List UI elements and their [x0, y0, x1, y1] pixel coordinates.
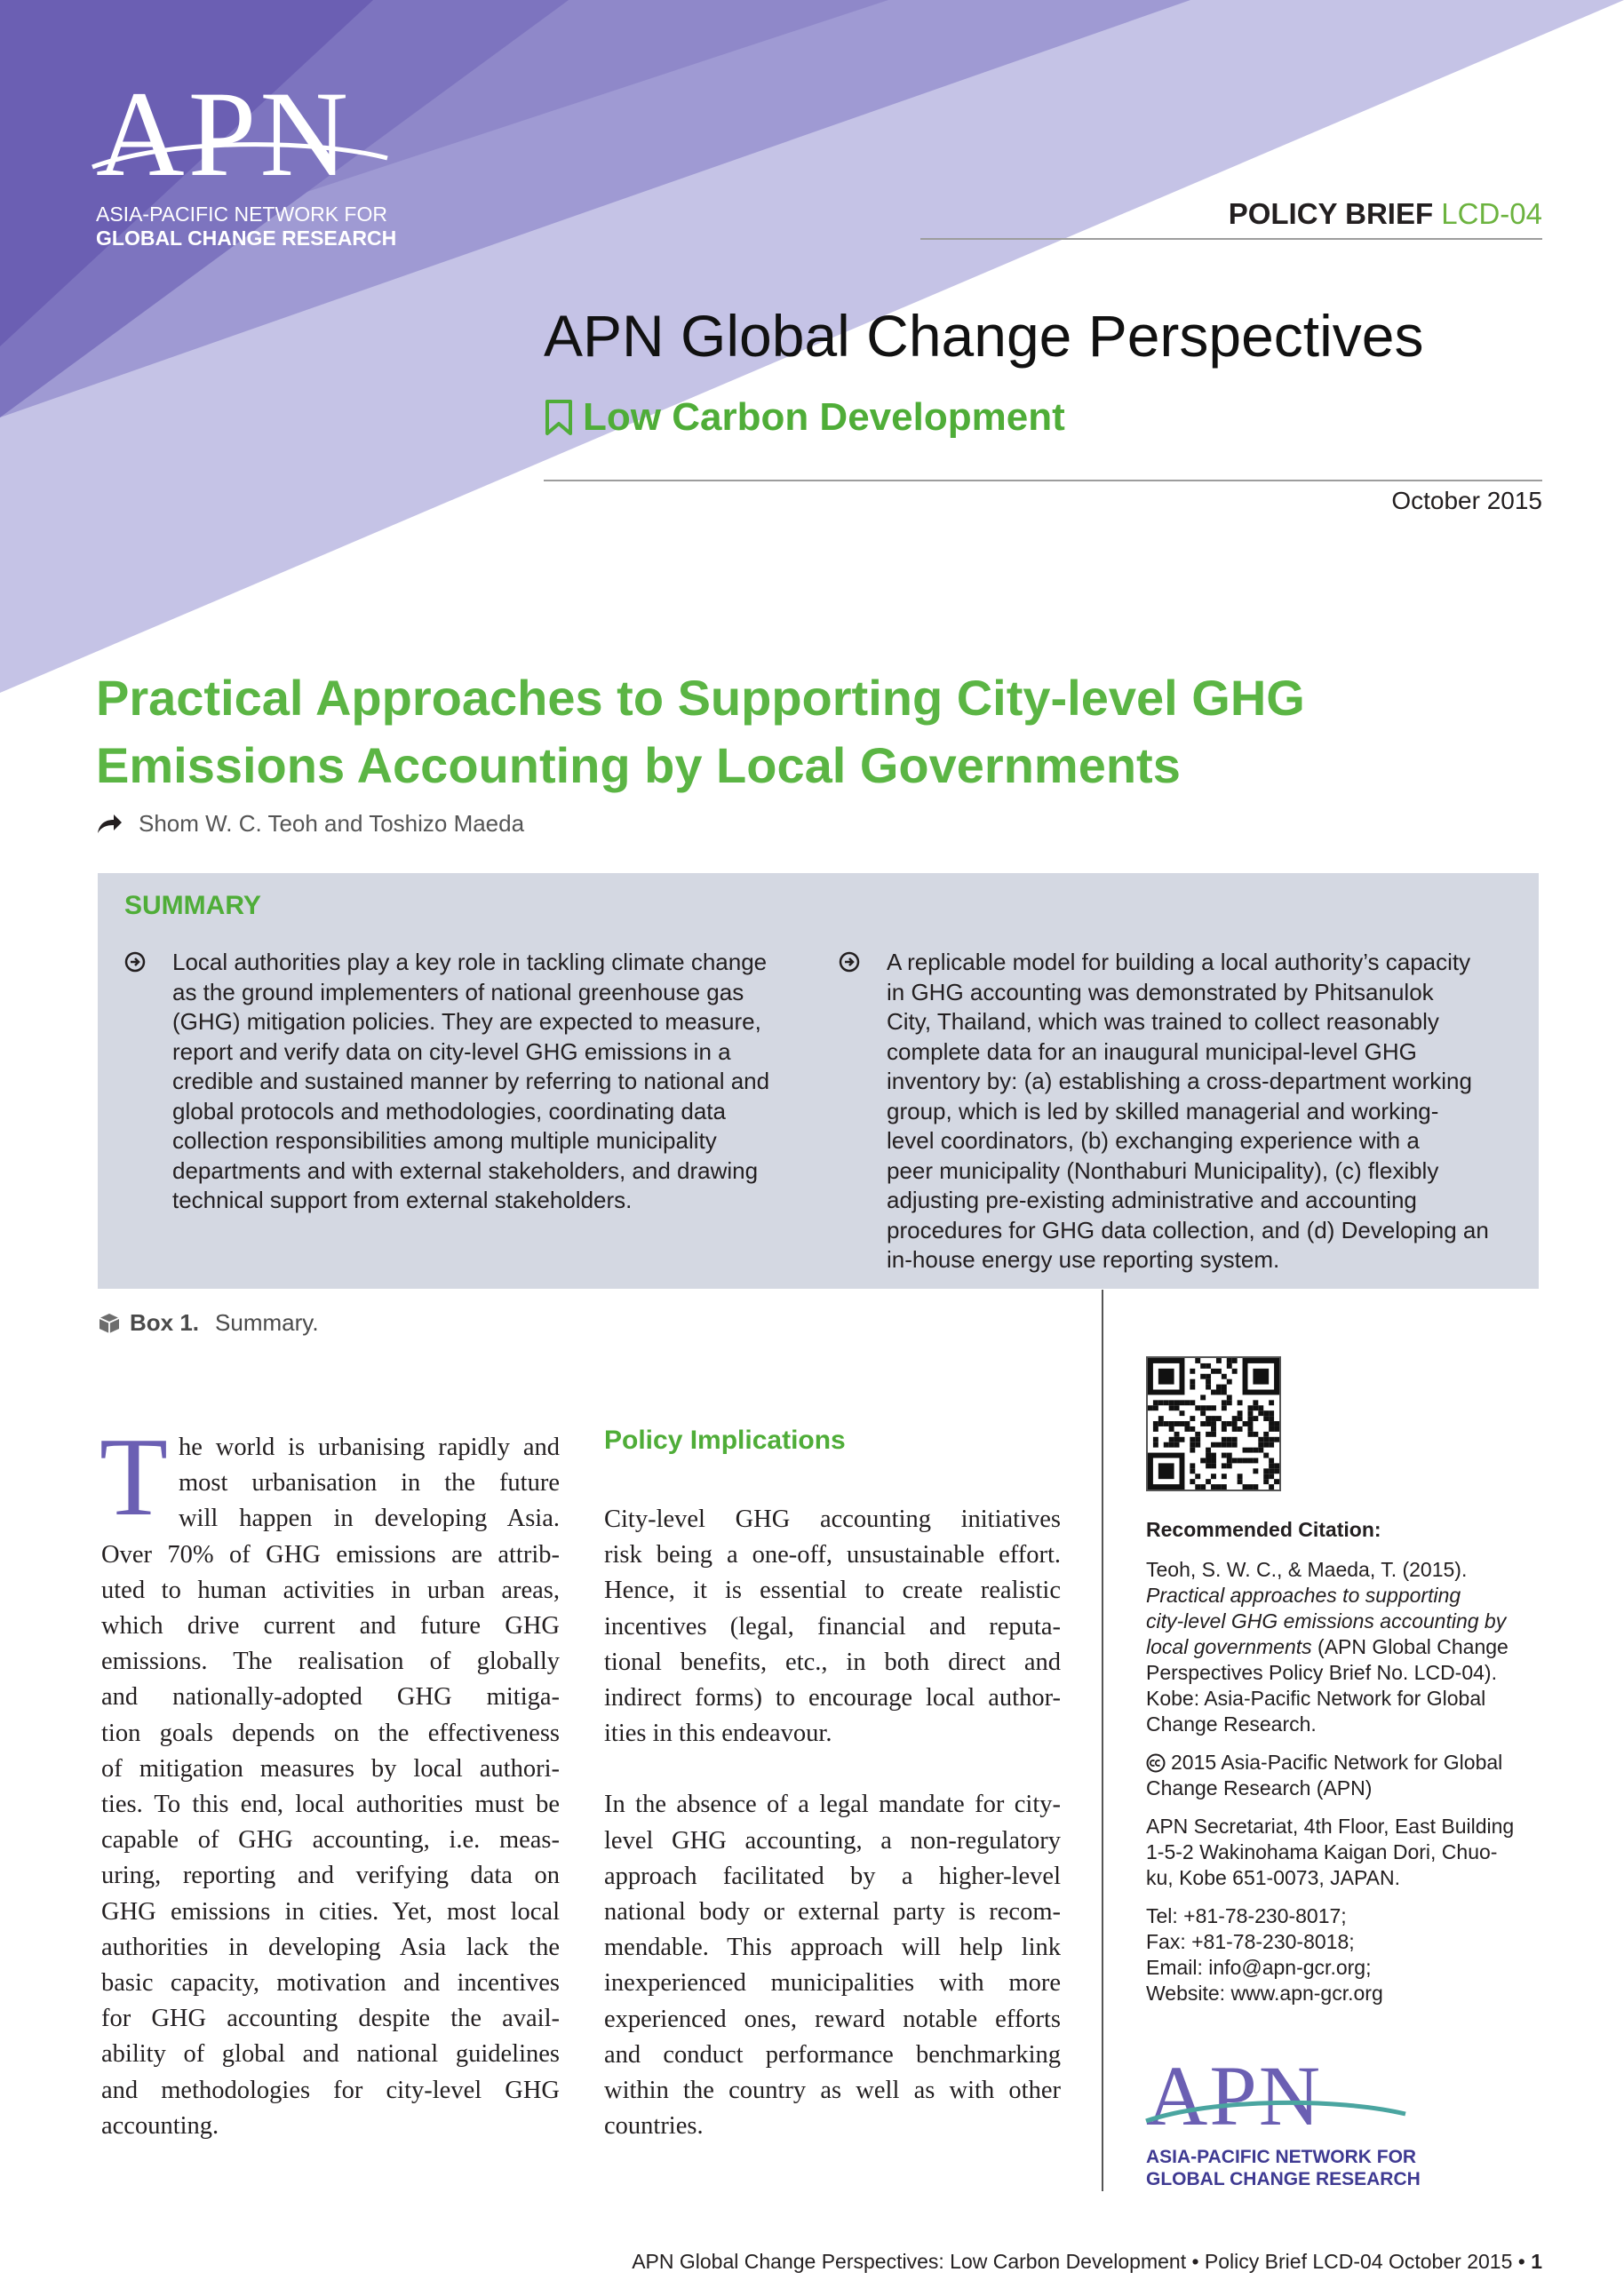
- body-line: authorities in developing Asia lack the: [101, 1933, 560, 1961]
- caption-text: Summary.: [215, 1309, 319, 1336]
- contact-email[interactable]: Email: info@apn-gcr.org;: [1146, 1956, 1372, 1979]
- citation-line: Change Research.: [1146, 1712, 1317, 1736]
- contact-fax: Fax: +81-78-230-8018;: [1146, 1930, 1355, 1953]
- body-line: uring, reporting and verifying data on: [101, 1862, 560, 1890]
- body-line: accounting.: [101, 2111, 219, 2140]
- drop-cap: T: [100, 1416, 168, 1539]
- headline-line-2: Emissions Accounting by Local Governments: [96, 737, 1181, 793]
- body-line: and methodologies for city-level GHG: [101, 2076, 560, 2104]
- body-line: will happen in developing Asia.: [178, 1505, 560, 1533]
- summary-right-line: City, Thailand, which was trained to collect reasonably: [887, 1008, 1439, 1035]
- body-column-2: [604, 1502, 1061, 2144]
- summary-right-line: in GHG accounting was demonstrated by Phitsanulok: [887, 978, 1434, 1005]
- creative-commons-icon: [1146, 1753, 1166, 1773]
- summary-right-line: in-house energy use reporting system.: [887, 1246, 1280, 1273]
- logo-line-2: GLOBAL CHANGE RESEARCH: [96, 226, 397, 250]
- body-line: he world is urbanising rapidly and: [178, 1434, 560, 1461]
- policy-brief-label: [1229, 197, 1542, 231]
- header-rule-top: [920, 238, 1542, 240]
- authors-line: [96, 810, 524, 838]
- address-text: [1146, 1814, 1555, 1891]
- address-line: 1-5-2 Wakinohama Kaigan Dori, Chuo-: [1146, 1840, 1498, 1863]
- summary-left-line: report and verify data on city-level GHG emissions in a: [172, 1037, 731, 1065]
- body-line: capable of GHG accounting, i.e. meas-: [101, 1826, 560, 1855]
- citation-block: [1146, 1517, 1555, 2019]
- column1-lines: [100, 1416, 560, 1539]
- sidebar-divider: [1102, 1290, 1103, 2191]
- body-line: countries.: [604, 2112, 704, 2141]
- brief-label: POLICY BRIEF: [1228, 197, 1434, 230]
- body-line: tion goals depends on the effectiveness: [101, 1719, 560, 1747]
- citation-text: [1146, 1557, 1555, 1737]
- summary-left-line: as the ground implementers of national greenhouse gas: [172, 978, 744, 1005]
- summary-heading: SUMMARY: [124, 891, 261, 920]
- circle-arrow-icon: [124, 951, 146, 973]
- page-subtitle: [544, 395, 1065, 440]
- summary-left-line: credible and sustained manner by referring to national and: [172, 1068, 770, 1094]
- summary-right-line: peer municipality (Nonthaburi Municipality), (c) flexibly: [887, 1156, 1439, 1184]
- body-line: City-level GHG accounting initiatives: [604, 1506, 1061, 1533]
- headline-line-1: Practical Approaches to Supporting City-level GHG: [96, 670, 1305, 726]
- article-headline: [96, 664, 1429, 799]
- apn-logo-subtitle: [1146, 2146, 1430, 2190]
- body-line: within the country as well as with other: [604, 2077, 1061, 2105]
- header-rule-bottom: [544, 480, 1542, 481]
- citation-line: Kobe: Asia-Pacific Network for Global: [1146, 1687, 1486, 1710]
- body-line: Over 70% of GHG emissions are attrib-: [101, 1540, 560, 1569]
- column1-lines-rest: [101, 1537, 560, 2144]
- publication-date: October 2015: [1391, 487, 1542, 514]
- body-line: mendable. This approach will help link: [604, 1934, 1061, 1962]
- qr-code-icon: [1146, 1356, 1281, 1491]
- copyright-line: 2015 Asia-Pacific Network for Global: [1171, 1751, 1503, 1774]
- summary-left-line: departments and with external stakeholders, and drawing: [172, 1156, 759, 1184]
- summary-left-line: collection responsibilities among multiple municipality: [172, 1127, 717, 1154]
- summary-right-line: level coordinators, (b) exchanging experience with a: [887, 1127, 1420, 1154]
- body-line: GHG emissions in cities. Yet, most local: [101, 1897, 560, 1926]
- body-line: most urbanisation in the future: [178, 1469, 560, 1498]
- policy-implications-heading: Policy Implications: [604, 1426, 846, 1455]
- logo-line-2: GLOBAL CHANGE RESEARCH: [1146, 2169, 1421, 2189]
- subtitle-text: Low Carbon Development: [583, 395, 1065, 439]
- logo-line-1: ASIA-PACIFIC NETWORK FOR: [96, 203, 387, 226]
- summary-left-line: (GHG) mitigation policies. They are expected to measure,: [172, 1008, 761, 1035]
- citation-line: (APN Global Change: [1311, 1635, 1509, 1658]
- body-line: tional benefits, etc., in both direct and: [604, 1648, 1061, 1676]
- body-line: approach facilitated by a higher-level: [604, 1862, 1061, 1890]
- summary-left-line: global protocols and methodologies, coordinating data: [172, 1097, 726, 1124]
- body-line: uted to human activities in urban areas,: [101, 1576, 560, 1604]
- page-number: 1: [1531, 2250, 1542, 2273]
- summary-right-line: group, which is led by skilled managerial and working-: [887, 1097, 1439, 1124]
- summary-left-column: [172, 948, 821, 1216]
- body-line: Hence, it is essential to create realistic: [604, 1577, 1061, 1605]
- circle-arrow-icon: [839, 951, 860, 973]
- body-line: ities in this endeavour.: [604, 1720, 832, 1748]
- summary-left-line: technical support from external stakeholders.: [172, 1187, 633, 1213]
- summary-right-line: inventory by: (a) establishing a cross-department working: [887, 1068, 1472, 1094]
- bookmark-icon: [544, 399, 574, 436]
- body-line: national body or external party is recom-: [604, 1898, 1061, 1927]
- summary-right-column: [887, 948, 1526, 1275]
- contact-tel: Tel: +81-78-230-8017;: [1146, 1904, 1347, 1927]
- apn-logo-header: [96, 66, 398, 250]
- body-line: and conduct performance benchmarking: [604, 2040, 1061, 2069]
- address-line: APN Secretariat, 4th Floor, East Building: [1146, 1815, 1515, 1838]
- body-line: basic capacity, motivation and incentives: [101, 1969, 560, 1998]
- logo-swoosh-icon: [89, 135, 391, 179]
- summary-left-lines: [172, 948, 821, 1216]
- logo-line-1: ASIA-PACIFIC NETWORK FOR: [1146, 2147, 1417, 2167]
- body-line: indirect forms) to encourage local author-: [604, 1684, 1061, 1712]
- caption-label: Box 1.: [130, 1309, 200, 1336]
- footer-text: APN Global Change Perspectives: Low Carbon Development • Policy Brief LCD-04 October 2015 •: [632, 2250, 1532, 2273]
- citation-italic-line: city-level GHG emissions accounting by: [1146, 1609, 1507, 1633]
- body-line: inexperienced municipalities with more: [604, 1969, 1061, 1998]
- apn-logo-letters: APN: [1146, 2048, 1323, 2143]
- summary-right-line: complete data for an inaugural municipal-level GHG: [887, 1037, 1417, 1065]
- apn-logo-subtitle: [96, 203, 398, 250]
- body-line: ties. To this end, local authorities must be: [101, 1791, 560, 1819]
- summary-box: [98, 873, 1539, 1289]
- qr-code-graphic: [1148, 1358, 1279, 1490]
- apn-logo-letters: APN: [96, 66, 353, 202]
- citation-italic: [1146, 1583, 1555, 1660]
- address-line: ku, Kobe 651-0073, JAPAN.: [1146, 1866, 1400, 1889]
- copyright-text: [1146, 1750, 1555, 1801]
- contact-text: [1146, 1903, 1555, 2006]
- share-arrow-icon: [96, 814, 123, 835]
- citation-italic-line: local governments: [1146, 1635, 1312, 1658]
- summary-right-lines: [887, 948, 1526, 1275]
- citation-line: Teoh, S. W. C., & Maeda, T. (2015).: [1146, 1558, 1468, 1581]
- copyright-line: Change Research (APN): [1146, 1776, 1373, 1799]
- box-caption: [98, 1309, 319, 1337]
- summary-right-line: adjusting pre-existing administrative and accounting: [887, 1187, 1417, 1213]
- page-footer: [632, 2250, 1542, 2274]
- body-line: emissions. The realisation of globally: [101, 1648, 560, 1676]
- citation-line: Perspectives Policy Brief No. LCD-04).: [1146, 1661, 1497, 1684]
- body-line: and nationally-adopted GHG mitiga-: [101, 1683, 560, 1712]
- body-line: for GHG accounting despite the avail-: [101, 2005, 560, 2033]
- body-line: risk being a one-off, unsustainable effort.: [604, 1541, 1061, 1569]
- body-line: ability of global and national guidelines: [101, 2040, 560, 2069]
- body-line: which drive current and future GHG: [101, 1612, 560, 1641]
- apn-logo-footer: [1146, 2048, 1430, 2190]
- body-line: of mitigation measures by local authori-: [101, 1754, 560, 1783]
- contact-website[interactable]: Website: www.apn-gcr.org: [1146, 1982, 1383, 2005]
- summary-right-line: procedures for GHG data collection, and (d) Developing an: [887, 1216, 1489, 1243]
- citation-italic-line: Practical approaches to supporting: [1146, 1584, 1461, 1607]
- body-line: experienced ones, reward notable efforts: [604, 2005, 1061, 2033]
- summary-right-line: A replicable model for building a local authority’s capacity: [887, 949, 1471, 975]
- body-column-1: [100, 1416, 560, 2144]
- page-title: APN Global Change Perspectives: [544, 303, 1424, 369]
- body-line: level GHG accounting, a non-regulatory: [604, 1826, 1061, 1855]
- authors-text: Shom W. C. Teoh and Toshizo Maeda: [139, 810, 525, 837]
- box-icon: [98, 1312, 121, 1335]
- citation-heading: Recommended Citation:: [1146, 1518, 1381, 1541]
- body-line: incentives (legal, financial and reputa-: [604, 1612, 1061, 1641]
- brief-code: LCD-04: [1441, 197, 1542, 230]
- logo-swoosh-icon: [1142, 2094, 1409, 2130]
- summary-left-line: Local authorities play a key role in tackling climate change: [172, 949, 768, 975]
- body-line: In the absence of a legal mandate for city-: [604, 1791, 1061, 1819]
